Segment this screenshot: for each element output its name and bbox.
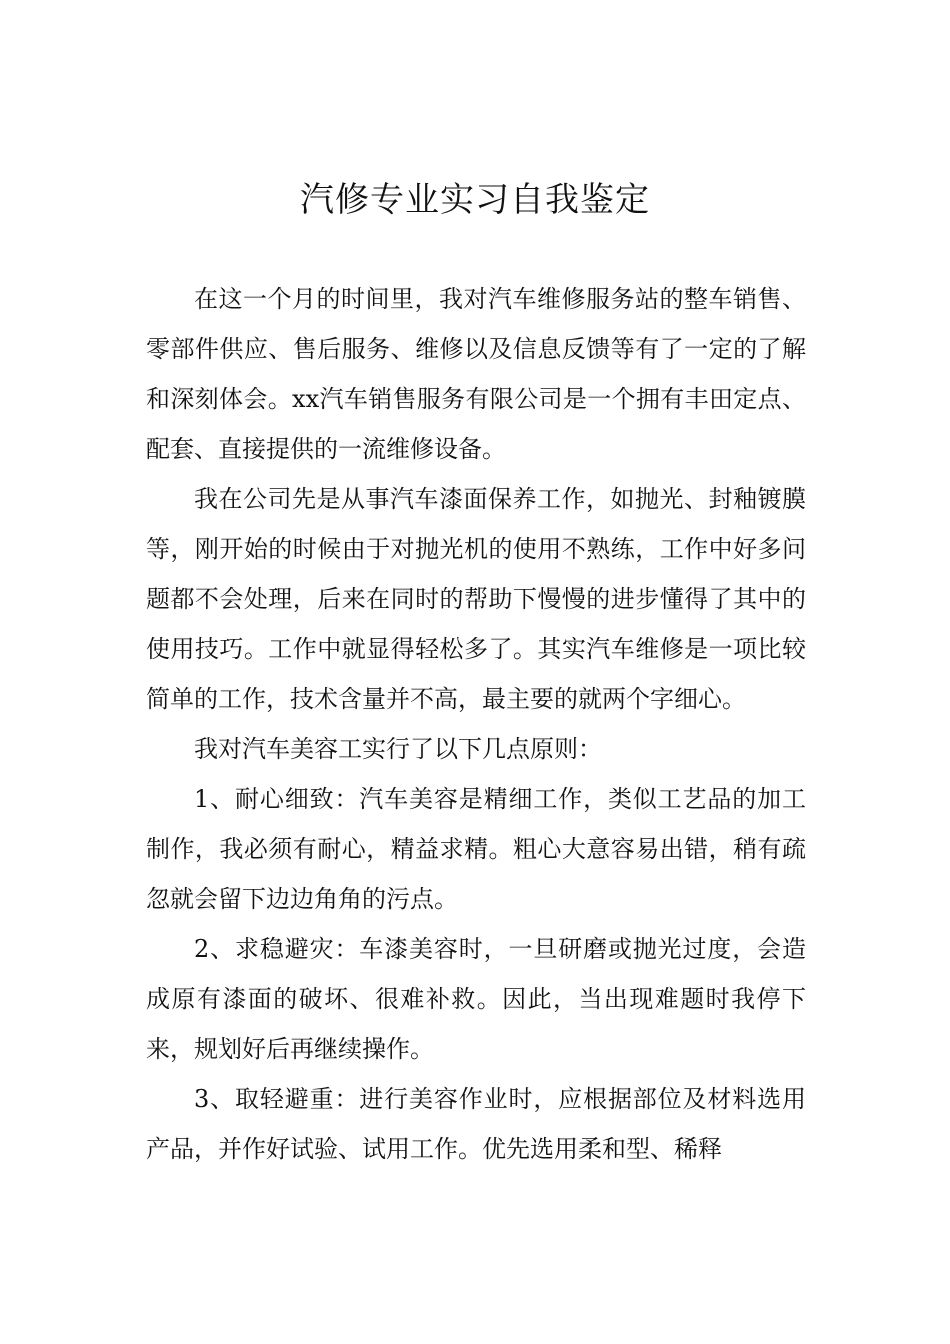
paragraph-principle-1: 1、耐心细致：汽车美容是精细工作，类似工艺品的加工制作，我必须有耐心，精益求精。粗心大意容易出错，稍有疏忽就会留下边边角角的污点。 [146,785,806,913]
document-title: 汽修专业实习自我鉴定 [300,180,650,220]
paragraph-principle-2: 2、求稳避灾：车漆美容时，一旦研磨或抛光过度，会造成原有漆面的破坏、很难补救。因此，当出现难题时我停下来，规划好后再继续操作。 [146,935,806,1063]
paragraph-principles-intro: 我对汽车美容工实行了以下几点原则： [194,735,602,763]
paragraph-principle-3: 3、取轻避重：进行美容作业时，应根据部位及材料选用产品，并作好试验、试用工作。优先选用柔和型、稀释 [146,1085,806,1163]
paragraph-intro: 在这一个月的时间里，我对汽车维修服务站的整车销售、零部件供应、售后服务、维修以及信息反馈等有了一定的了解和深刻体会。xx汽车销售服务有限公司是一个拥有丰田定点、配套、直接提供的一流维修设备。 [146,285,806,463]
document-body [146,274,806,1174]
paragraph-work-experience: 我在公司先是从事汽车漆面保养工作，如抛光、封釉镀膜等，刚开始的时候由于对抛光机的使用不熟练，工作中好多问题都不会处理，后来在同时的帮助下慢慢的进步懂得了其中的使用技巧。工作中就显得轻松多了。其实汽车维修是一项比较简单的工作，技术含量并不高，最主要的就两个字细心。 [146,485,806,713]
